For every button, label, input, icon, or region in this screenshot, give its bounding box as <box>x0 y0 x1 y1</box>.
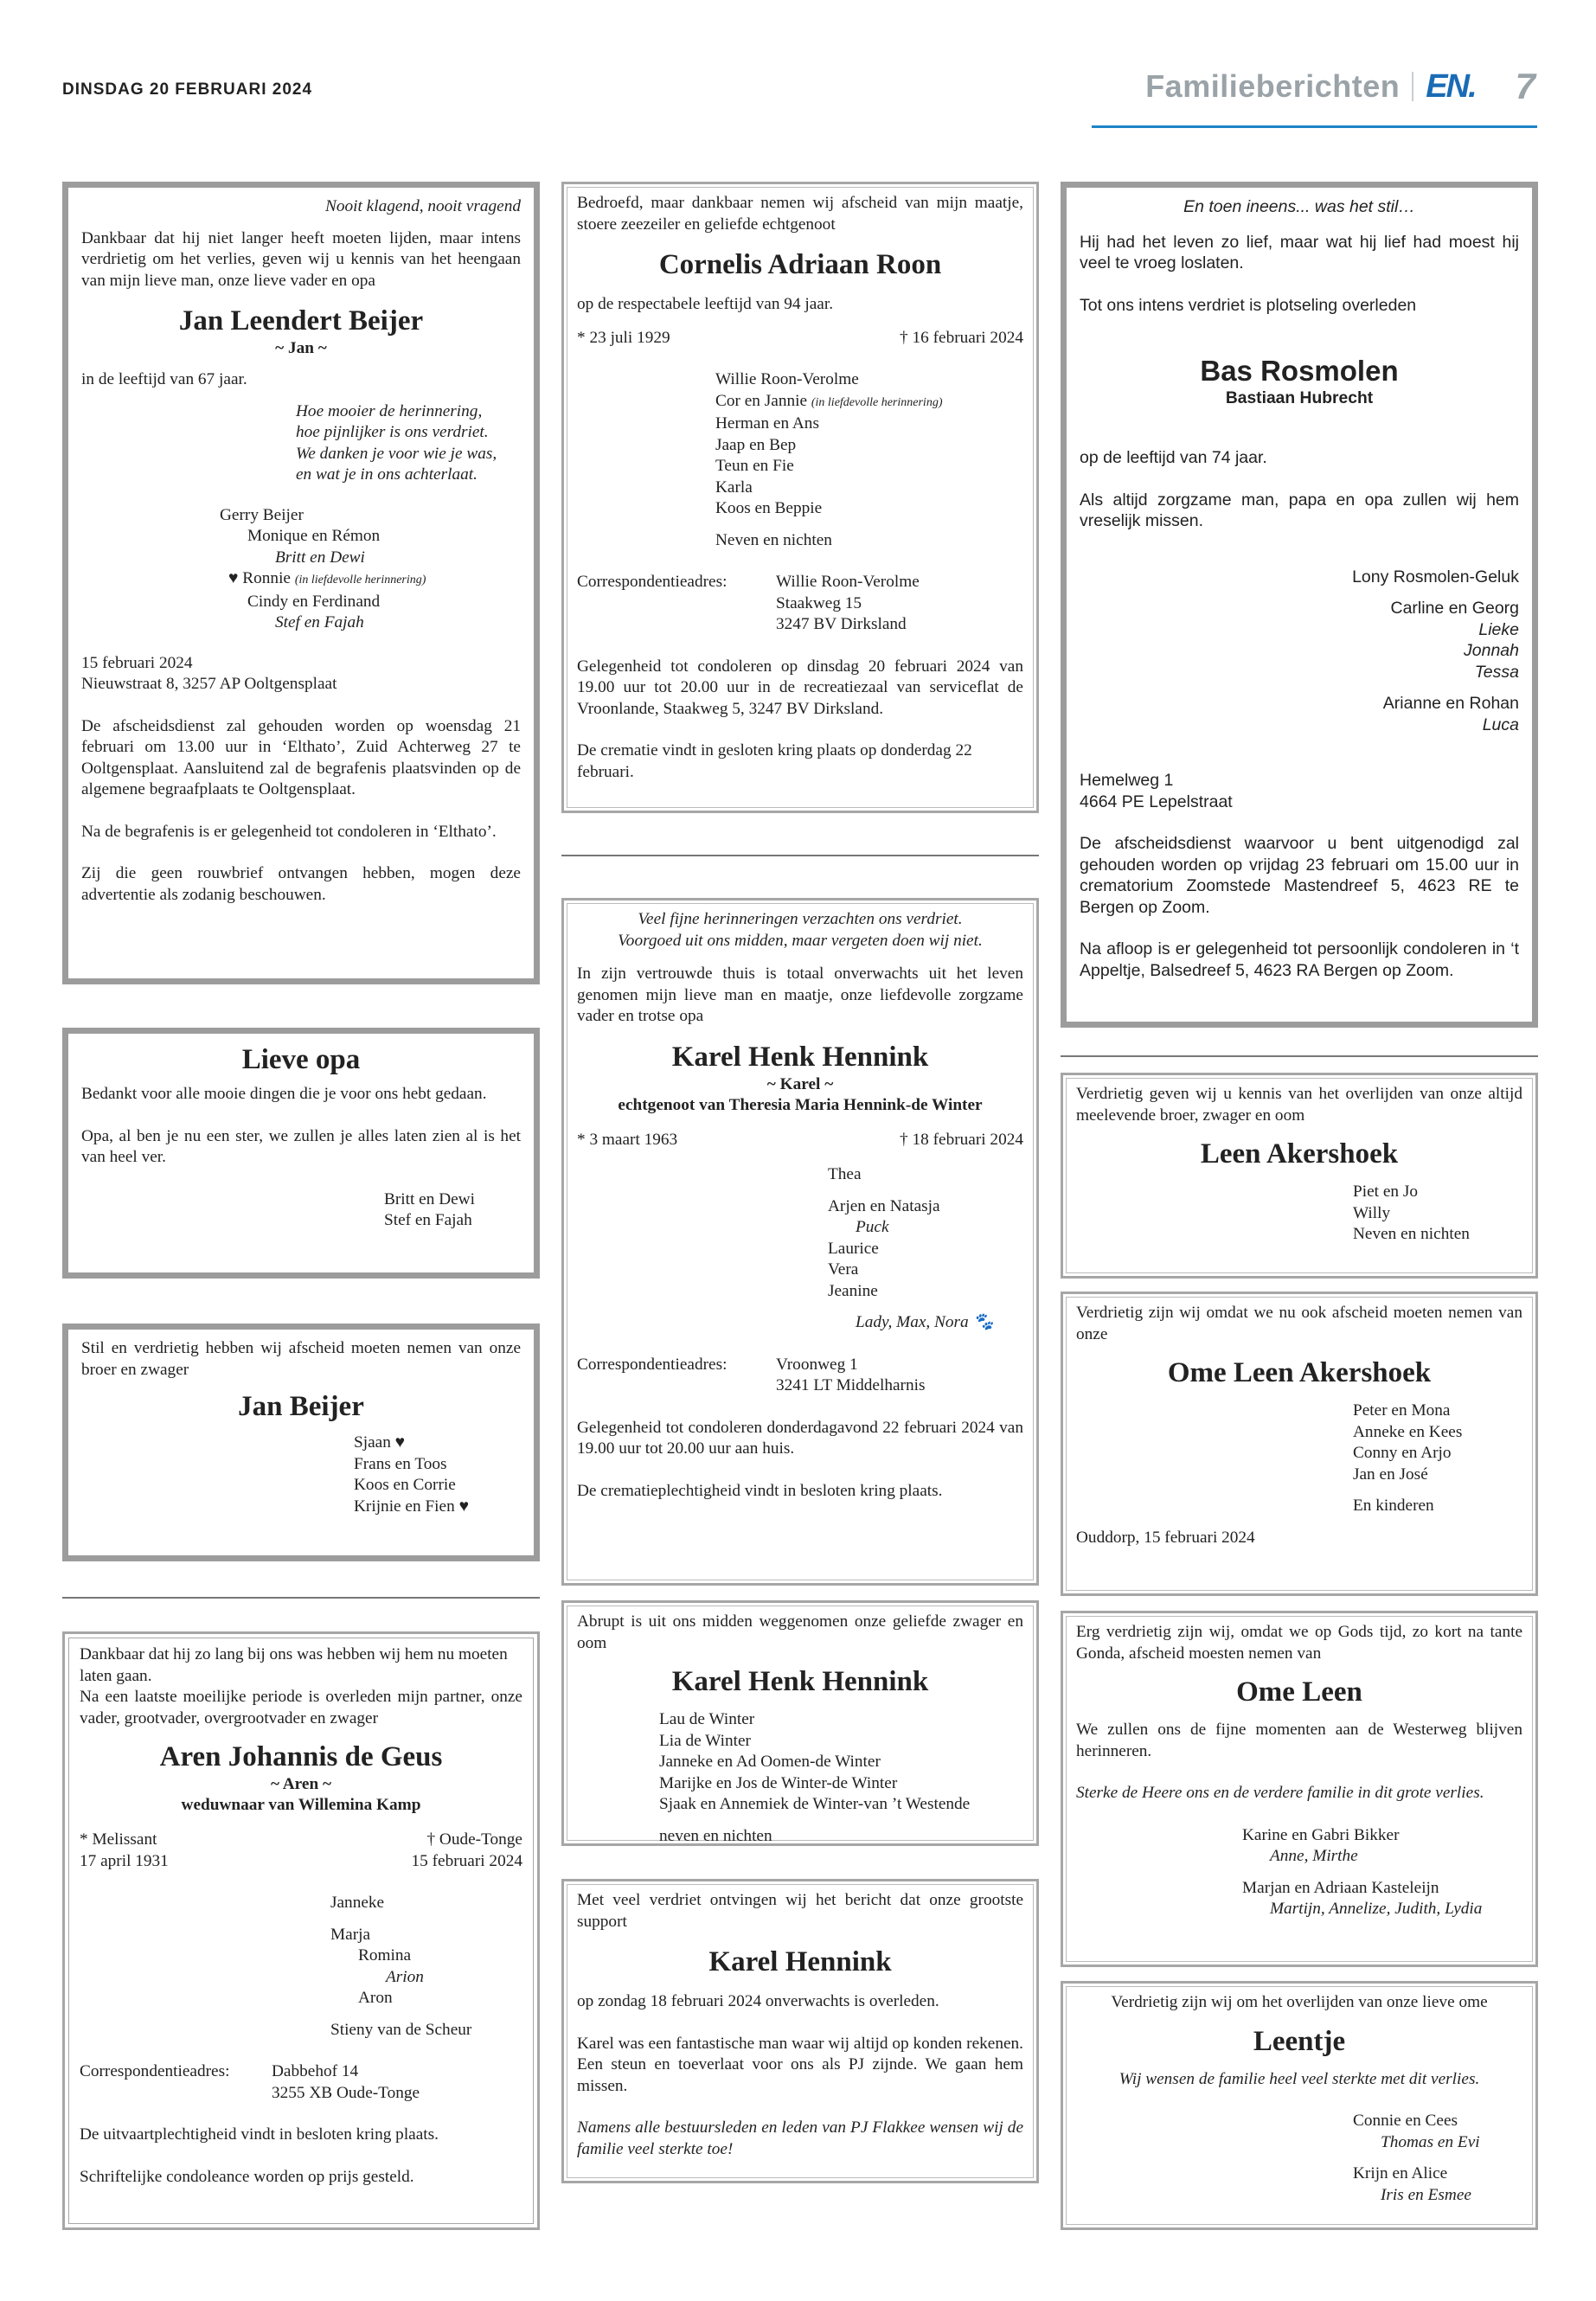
family-list: Lony Rosmolen-Geluk Carline en Georg Lieke Jonnah Tessa Arianne en Rohan Luca <box>1352 567 1519 734</box>
deceased-age: op de respectabele leeftijd van 94 jaar. <box>577 295 834 313</box>
page-number: 7 <box>1515 66 1535 106</box>
notice-text: Als altijd zorgzame man, papa en opa zullen wij hem vreselijk missen. <box>1080 490 1519 530</box>
notice-intro: Verdrietig geven wij u kennis van het overlijden van onze altijd meelevende broer, zwager en oom <box>1076 1085 1522 1125</box>
notice-aren-de-geus <box>62 1631 540 2230</box>
deceased-spouse: weduwnaar van Willemina Kamp <box>181 1796 421 1814</box>
notice-address: Hemelweg 1 4664 PE Lepelstraat <box>1080 771 1233 811</box>
birth-death-row: * 3 maart 1963 † 18 februari 2024 <box>577 1130 1023 1149</box>
notice-date: 15 februari 2024 <box>81 653 193 672</box>
notice-karel-hennink-pj-flakkee <box>561 1879 1039 2183</box>
correspondence-address: Correspondentieadres: Vroonweg 1 3241 LT Middelharnis <box>577 1355 926 1394</box>
deceased-age: op de leeftijd van 74 jaar. <box>1080 448 1267 467</box>
notice-lieve-opa <box>62 1028 540 1279</box>
notice-karel-hennink-family <box>561 1600 1039 1846</box>
deceased-nickname: ~ Karel ~ <box>766 1074 834 1093</box>
condolence-info: Gelegenheid tot condoleren donderdagavond 22 februari 2024 van 19.00 uur tot 20.00 uur aan huis. <box>577 1418 1023 1458</box>
deceased-name: Karel Hennink <box>708 1946 892 1977</box>
family-list: Gerry Beijer Monique en Rémon Britt en Dewi ♥ Ronnie (in liefdevolle herinnering) Cindy en Ferdinand Stef en Fajah <box>220 505 426 631</box>
birth-death-row: * 23 juli 1929 † 16 februari 2024 <box>577 328 1023 347</box>
page-header <box>1145 66 1535 107</box>
notice-intro: Na een laatste moeilijke periode is overleden mijn partner, onze vader, grootvader, overgrootvader en zwager <box>80 1688 522 1727</box>
heart-icon: ♥ <box>228 569 239 587</box>
service-info: De afscheidsdienst zal gehouden worden op woensdag 21 februari om 13.00 uur in ‘Elthato’, Zuid Achterweg 27 te Ooltgensplaat. Aansluitend zal de begrafenis plaatsvinden op de algemene begraafplaats te Ooltgensplaat. <box>81 716 521 798</box>
notice-intro: Abrupt is uit ons midden weggenomen onze geliefde zwager en oom <box>577 1612 1023 1652</box>
notice-cornelis-roon <box>561 182 1039 813</box>
family-list: Janneke Marja Romina Arion Aron Stieny van de Scheur <box>330 1894 472 2039</box>
notice-address: Nieuwstraat 8, 3257 AP Ooltgensplaat <box>81 675 337 693</box>
notice-intro: Met veel verdriet ontvingen wij het bericht dat onze grootste support <box>577 1891 1023 1931</box>
cremation-info: De crematie vindt in gesloten kring plaats op donderdag 22 februari. <box>577 741 972 781</box>
notice-text: Hij had het leven zo lief, maar wat hij lief had moest hij veel te vroeg loslaten. <box>1080 232 1519 272</box>
notice-text: op zondag 18 februari 2024 onverwachts is overleden. <box>577 1992 939 2010</box>
notice-leentje <box>1061 1981 1538 2230</box>
deceased-name: Jan Leendert Beijer <box>178 305 424 336</box>
deceased-name: Cornelis Adriaan Roon <box>658 249 942 280</box>
column-divider <box>1061 1055 1538 1057</box>
notice-intro: Erg verdrietig zijn wij, omdat we op Gods tijd, zo kort na tante Gonda, afscheid moesten nemen van <box>1076 1623 1522 1663</box>
family-list: Piet en Jo Willy Neven en nichten <box>1353 1183 1470 1243</box>
deceased-name: Ome Leen Akershoek <box>1167 1357 1432 1388</box>
heart-icon: ♥ <box>394 1433 406 1452</box>
notice-text: Wij wensen de familie heel veel sterkte met dit verlies. <box>1118 2069 1480 2088</box>
deceased-name: Bas Rosmolen <box>1200 355 1399 387</box>
deceased-name: Ome Leen <box>1236 1676 1362 1708</box>
service-info: De afscheidsdienst waarvoor u bent uitgenodigd zal gehouden worden op vrijdag 23 februari om 15.00 uur in crematorium Zoomstede Mastendreef 5, 4623 RE te Bergen op Zoom. <box>1080 834 1519 917</box>
notice-motto: Veel fijne herinneringen verzachten ons verdriet. <box>638 910 963 928</box>
notice-motto: Nooit klagend, nooit vragend <box>325 197 521 215</box>
column-divider <box>561 855 1039 856</box>
notice-jan-leendert-beijer <box>62 182 540 984</box>
notice-title: Lieve opa <box>241 1044 361 1075</box>
notice-motto: Voorgoed uit ons midden, maar vergeten doen wij niet. <box>618 931 983 950</box>
signature: Britt en Dewi Stef en Fajah <box>384 1189 475 1229</box>
deceased-name: Leentje <box>1253 2025 1346 2057</box>
deceased-nickname: ~ Aren ~ <box>270 1775 332 1793</box>
deceased-name: Karel Henk Hennink <box>671 1666 929 1697</box>
notice-intro: Stil en verdrietig hebben wij afscheid moeten nemen van onze broer en zwager <box>81 1339 521 1379</box>
notice-bas-rosmolen <box>1061 182 1538 1028</box>
column-divider <box>62 1597 540 1599</box>
deceased-name: Jan Beijer <box>238 1391 364 1422</box>
header-divider <box>1412 72 1413 101</box>
deceased-spouse: echtgenoot van Theresia Maria Hennink-de Winter <box>618 1095 983 1114</box>
condolence-info: Na de begrafenis is er gelegenheid tot condoleren in ‘Elthato’. <box>81 822 497 841</box>
deceased-age: in de leeftijd van 67 jaar. <box>81 370 247 388</box>
notice-poem: Hoe mooier de herinnering, hoe pijnlijker is ons verdriet. We danken je voor wie je was, en wat je in ons achterlaat. <box>296 401 497 484</box>
funeral-info: De uitvaartplechtigheid vindt in besloten kring plaats. <box>80 2125 439 2144</box>
notice-text: We zullen ons de fijne momenten aan de Westerweg blijven herinneren. <box>1076 1721 1522 1760</box>
heart-icon: ♥ <box>458 1497 470 1516</box>
family-list: Connie en Cees Thomas en Evi Krijn en Alice Iris en Esmee <box>1353 2112 1480 2204</box>
header-rule <box>1092 125 1537 128</box>
birth-death-row: * Melissant † Oude-Tonge <box>80 1830 522 1849</box>
paw-icon: 🐾 <box>972 1313 994 1331</box>
notice-intro: Verdrietig zijn wij om het overlijden van onze lieve ome <box>1111 1993 1488 2011</box>
family-list: Willie Roon-Verolme Cor en Jannie (in liefdevolle herinnering) Herman en Ans Jaap en Bep Teun en Fie Karla Koos en Beppie Neven en nichten <box>715 370 943 549</box>
condolence-info: Gelegenheid tot condoleren op dinsdag 20 februari 2024 van 19.00 uur tot 20.00 uur in de recreatiezaal van serviceflat de Vroonlande, Staakweg 5, 3247 BV Dirksland. <box>577 657 1023 718</box>
edition-date: DINSDAG 20 FEBRUARI 2024 <box>62 80 313 99</box>
deceased-nickname: ~ Jan ~ <box>275 339 327 357</box>
notice-ome-leen-akershoek <box>1061 1292 1538 1596</box>
notice-text: Bedankt voor alle mooie dingen die je voor ons hebt gedaan. <box>81 1085 487 1103</box>
notice-ome-leen <box>1061 1611 1538 1967</box>
notice-intro: Dankbaar dat hij zo lang bij ons was hebben wij hem nu moeten laten gaan. <box>80 1645 508 1685</box>
notice-date: Ouddorp, 15 februari 2024 <box>1076 1528 1255 1547</box>
notice-text: Tot ons intens verdriet is plotseling overleden <box>1080 295 1417 315</box>
family-list: Thea Arjen en Natasja Puck Laurice Vera Jeanine Lady, Max, Nora 🐾 <box>828 1165 994 1331</box>
family-list: Sjaan ♥ Frans en Toos Koos en Corrie Krijnie en Fien ♥ <box>354 1433 470 1516</box>
notice-leen-akershoek <box>1061 1073 1538 1279</box>
notice-intro: Dankbaar dat hij niet langer heeft moeten lijden, maar intens verdrietig om het verlies, geven wij u kennis van het heengaan van mijn lieve man, onze lieve vader en opa <box>81 228 521 290</box>
notice-karel-henk-hennink <box>561 898 1039 1586</box>
correspondence-address: Correspondentieadres: Dabbehof 14 3255 XB Oude-Tonge <box>80 2062 420 2102</box>
condolence-info: Na afloop is er gelegenheid tot persoonlijk condoleren in ‘t Appeltje, Balsedreef 5, 4623 RA Bergen op Zoom. <box>1080 939 1519 980</box>
correspondence-address: Correspondentieadres: Willie Roon-Verolme Staakweg 15 3247 BV Dirksland <box>577 573 920 633</box>
section-title: Familieberichten <box>1145 68 1401 104</box>
notice-remark: Zij die geen rouwbrief ontvangen hebben, mogen deze advertentie als zodanig beschouwen. <box>81 864 521 904</box>
notice-jan-beijer <box>62 1324 540 1561</box>
family-list: Peter en Mona Anneke en Kees Conny en Arjo Jan en José En kinderen <box>1353 1401 1463 1515</box>
notice-motto: En toen ineens... was het stil… <box>1183 197 1415 216</box>
notice-intro: Bedroefd, maar dankbaar nemen wij afscheid van mijn maatje, stoere zeezeiler en geliefde echtgenoot <box>577 194 1023 234</box>
notice-text: Karel was een fantastische man waar wij altijd op konden rekenen. Een steun en toeverlaat voor ons als PJ zijnde. We gaan hem missen. <box>577 2034 1023 2095</box>
notice-intro: In zijn vertrouwde thuis is totaal onverwachts uit het leven genomen mijn lieve man en maatje, onze liefdevolle zorgzame vader en trotse opa <box>577 965 1023 1025</box>
deceased-name: Karel Henk Hennink <box>671 1041 929 1073</box>
cremation-info: De crematieplechtigheid vindt in besloten kring plaats. <box>577 1481 943 1500</box>
notice-text: Sterke de Heere ons en de verdere familie in dit grote verlies. <box>1076 1784 1484 1802</box>
publication-logo: EN. <box>1426 67 1476 105</box>
notice-text: Namens alle bestuursleden en leden van PJ Flakkee wensen wij de familie veel sterkte toe! <box>577 2118 1023 2158</box>
birth-death-row: 17 april 1931 15 februari 2024 <box>80 1851 522 1870</box>
deceased-fullname: Bastiaan Hubrecht <box>1225 389 1374 407</box>
deceased-name: Leen Akershoek <box>1200 1138 1399 1170</box>
family-list: Lau de Winter Lia de Winter Janneke en Ad Oomen-de Winter Marijke en Jos de Winter-de Winter Sjaak en Annemiek de Winter-van ’t Westende neven en nichten <box>659 1710 971 1845</box>
family-list: Karine en Gabri Bikker Anne, Mirthe Marjan en Adriaan Kasteleijn Martijn, Annelize, Judith, Lydia <box>1242 1825 1483 1918</box>
notice-intro: Verdrietig zijn wij omdat we nu ook afscheid moeten nemen van onze <box>1076 1304 1522 1343</box>
condolence-info: Schriftelijke condoleance worden op prijs gesteld. <box>80 2167 414 2186</box>
deceased-name: Aren Johannis de Geus <box>159 1741 443 1772</box>
notice-text: Opa, al ben je nu een ster, we zullen je alles laten zien al is het van heel ver. <box>81 1126 521 1166</box>
